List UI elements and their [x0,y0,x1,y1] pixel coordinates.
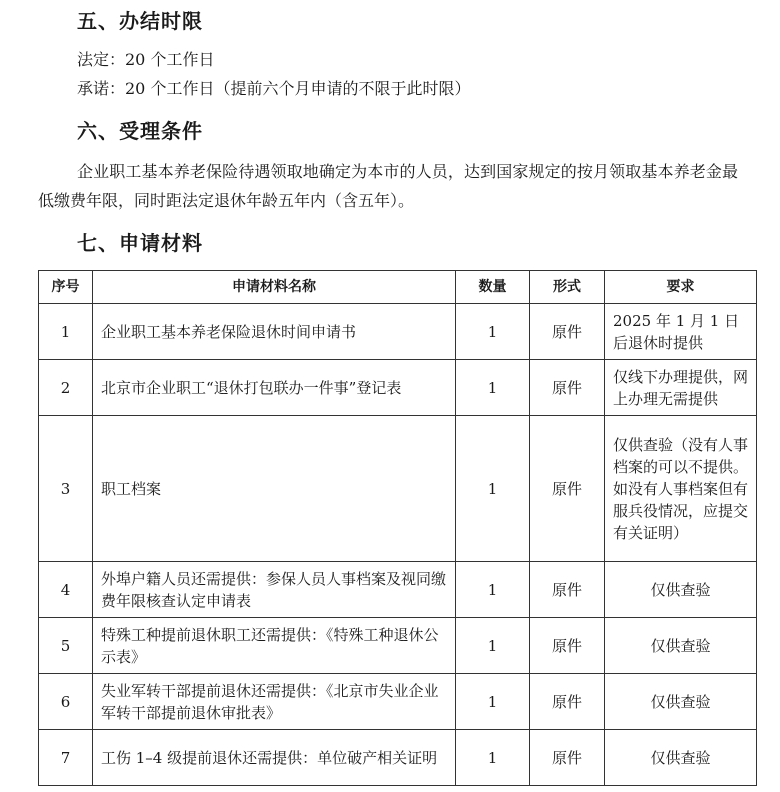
legal-time-limit: 法定：20 个工作日 [77,50,215,69]
section-6-title: 六、受理条件 [77,119,203,143]
section-5-title: 五、办结时限 [77,9,203,33]
header-form: 形式 [530,271,605,304]
row-quantity: 1 [456,562,530,618]
row-requirement: 仅供查验 [605,618,757,674]
row-form: 原件 [530,674,605,730]
row-form: 原件 [530,304,605,360]
row-form: 原件 [530,562,605,618]
table-header-row [39,271,757,304]
row-requirement: 仅供查验（没有人事档案的可以不提供。如没有人事档案但有服兵役情况，应提交有关证明） [605,416,757,562]
row-material-name: 北京市企业职工“退休打包联办一件事”登记表 [93,360,456,416]
table-row [39,618,757,674]
row-index: 1 [39,304,93,360]
row-material-name: 特殊工种提前退休职工还需提供：《特殊工种退休公示表》 [93,618,456,674]
row-quantity: 1 [456,674,530,730]
header-quantity: 数量 [456,271,530,304]
table-row [39,674,757,730]
row-quantity: 1 [456,416,530,562]
row-quantity: 1 [456,730,530,786]
row-requirement: 仅线下办理提供，网上办理无需提供 [605,360,757,416]
row-material-name: 外埠户籍人员还需提供：参保人员人事档案及视同缴费年限核查认定申请表 [93,562,456,618]
row-index: 3 [39,416,93,562]
row-index: 7 [39,730,93,786]
section-7-title: 七、申请材料 [77,231,203,255]
row-form: 原件 [530,416,605,562]
row-quantity: 1 [456,360,530,416]
table-row [39,562,757,618]
row-material-name: 失业军转干部提前退休还需提供：《北京市失业企业军转干部提前退休审批表》 [93,674,456,730]
row-index: 6 [39,674,93,730]
row-material-name: 职工档案 [93,416,456,562]
row-quantity: 1 [456,304,530,360]
row-requirement: 仅供查验 [605,674,757,730]
row-form: 原件 [530,360,605,416]
promised-time-limit: 承诺：20 个工作日（提前六个月申请的不限于此时限） [77,79,471,98]
row-requirement: 仅供查验 [605,730,757,786]
row-quantity: 1 [456,618,530,674]
table-row [39,416,757,562]
acceptance-conditions: 企业职工基本养老保险待遇领取地确定为本市的人员，达到国家规定的按月领取基本养老金最低缴费年限，同时距法定退休年龄五年内（含五年）。 [38,162,738,210]
table-row [39,304,757,360]
row-requirement: 2025 年 1 月 1 日后退休时提供 [605,304,757,360]
row-form: 原件 [530,618,605,674]
row-index: 4 [39,562,93,618]
row-form: 原件 [530,730,605,786]
header-material-name: 申请材料名称 [93,271,456,304]
table-row [39,730,757,786]
row-material-name: 企业职工基本养老保险退休时间申请书 [93,304,456,360]
materials-table [38,270,757,786]
row-index: 2 [39,360,93,416]
table-row [39,360,757,416]
row-index: 5 [39,618,93,674]
row-material-name: 工伤 1–4 级提前退休还需提供：单位破产相关证明 [93,730,456,786]
row-requirement: 仅供查验 [605,562,757,618]
header-index: 序号 [39,271,93,304]
header-requirement: 要求 [605,271,757,304]
